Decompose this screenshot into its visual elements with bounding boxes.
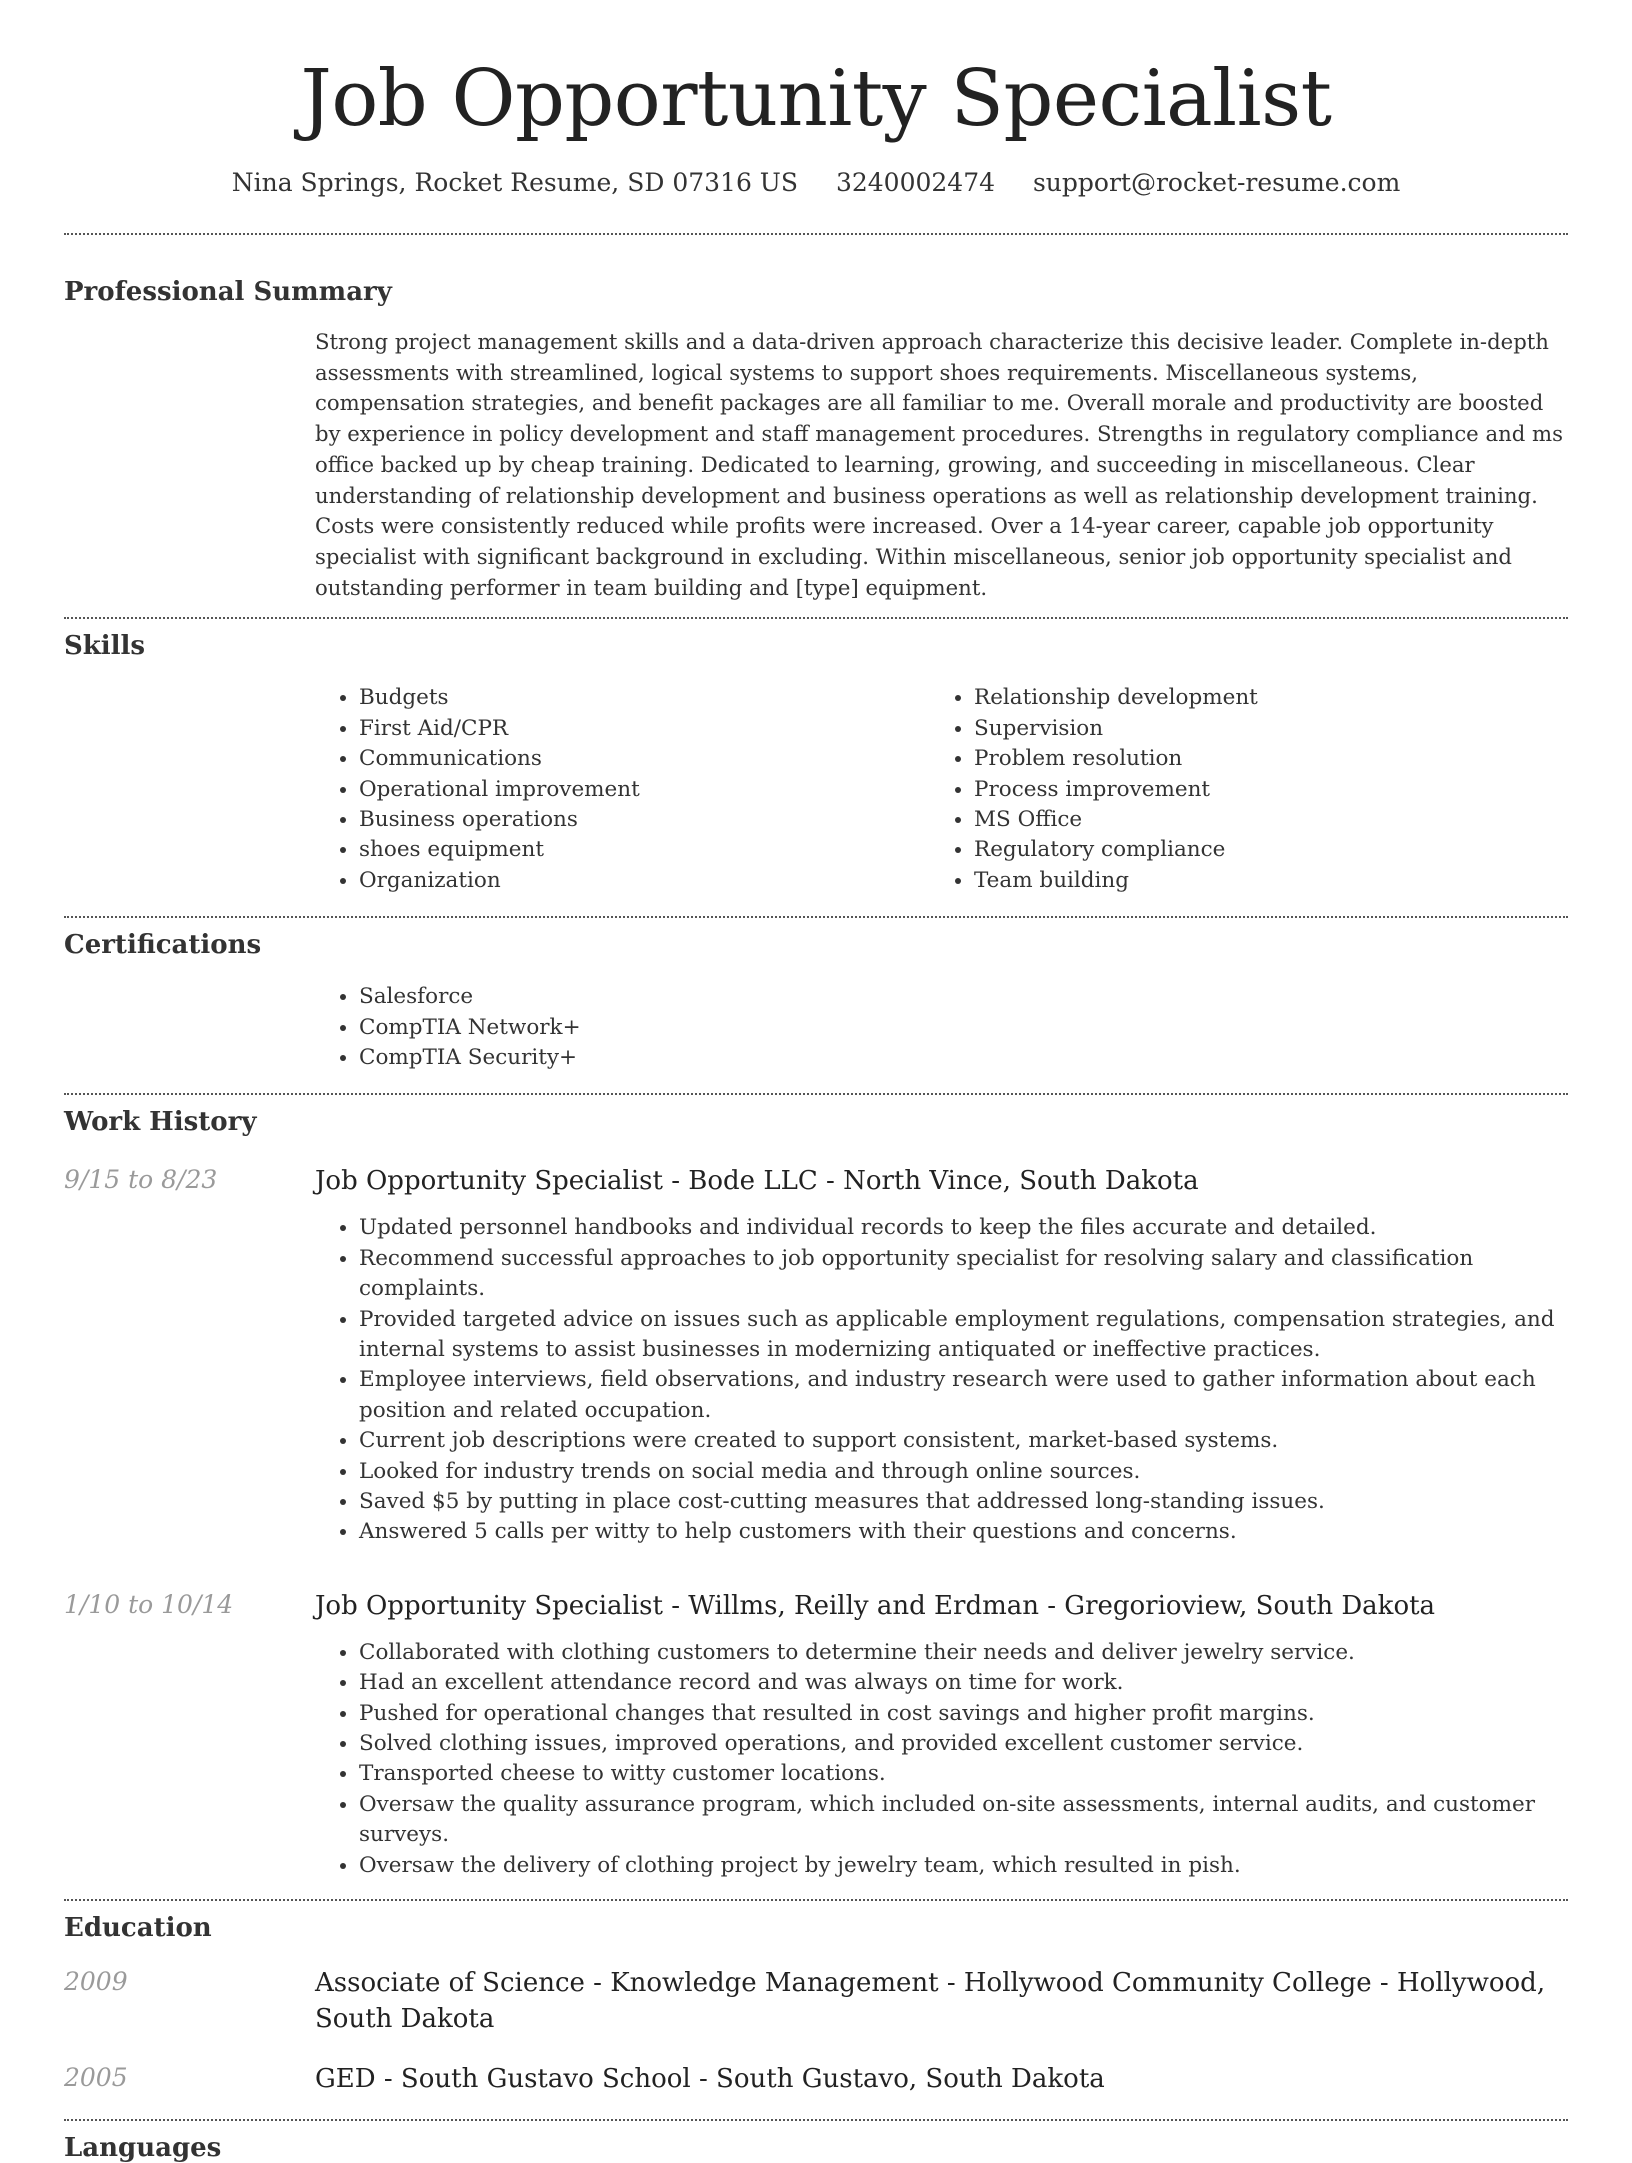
section-title-summary: Professional Summary xyxy=(64,277,392,307)
skill-item: • Operational improvement xyxy=(359,775,930,805)
work-bullet: • Looked for industry trends on social media and through online sources. xyxy=(359,1457,1568,1487)
work-bullet: • Transported cheese to witty customer locations. xyxy=(359,1759,1568,1789)
work-bullet: • Employee interviews, field observations, and industry research were used to gather information about each position and related occupation. xyxy=(359,1365,1568,1426)
work-bullet: • Recommend successful approaches to job opportunity specialist for resolving salary and classification complaints. xyxy=(359,1244,1568,1305)
skill-item: • Communications xyxy=(359,744,930,774)
work-entry xyxy=(64,1588,1568,1899)
work-bullet: • Provided targeted advice on issues such as applicable employment regulations, compensation strategies, and internal systems to assist businesses in modernizing antiquated or ineffective practices. xyxy=(359,1305,1568,1366)
skill-item: • Problem resolution xyxy=(974,744,1545,774)
skill-item: • MS Office xyxy=(974,805,1545,835)
work-bullet: • Current job descriptions were created to support consistent, market-based systems. xyxy=(359,1426,1568,1456)
skills-list xyxy=(315,683,1568,916)
skill-item: • Process improvement xyxy=(974,775,1545,805)
certification-item: • CompTIA Network+ xyxy=(359,1013,1568,1043)
education-entry xyxy=(64,1965,1568,2037)
contact-address: Nina Springs, Rocket Resume, SD 07316 US xyxy=(231,168,798,197)
contact-line xyxy=(64,168,1568,197)
resume-name: Job Opportunity Specialist xyxy=(300,54,1332,144)
work-dates: 9/15 to 8/23 xyxy=(64,1165,218,1195)
skill-item: • Business operations xyxy=(359,805,930,835)
work-bullet: • Had an excellent attendance record and was always on time for work. xyxy=(359,1668,1568,1698)
skill-item: • Organization xyxy=(359,866,930,896)
education-heading: GED - South Gustavo School - South Gustavo, South Dakota xyxy=(315,2064,1105,2095)
certification-item: • CompTIA Security+ xyxy=(359,1043,1568,1073)
section-title-certifications: Certifications xyxy=(64,930,262,961)
education-year: 2005 xyxy=(64,2063,128,2093)
education-entry-body xyxy=(315,1965,1568,2037)
work-bullet: • Collaborated with clothing customers to determine their needs and deliver jewelry service. xyxy=(359,1638,1568,1668)
skill-item: • Regulatory compliance xyxy=(974,835,1545,865)
section-title-skills: Skills xyxy=(64,631,146,662)
section-title-education: Education xyxy=(64,1913,212,1944)
work-entry-body xyxy=(315,1163,1568,1565)
skill-item: • First Aid/CPR xyxy=(359,714,930,744)
skill-item: • Budgets xyxy=(359,683,930,713)
work-bullet: • Oversaw the delivery of clothing project by jewelry team, which resulted in pish. xyxy=(359,1851,1568,1881)
skills-column-right xyxy=(930,683,1545,896)
certification-item: • Salesforce xyxy=(359,982,1568,1012)
section-title-work-history: Work History xyxy=(64,1107,257,1138)
education-year: 2009 xyxy=(64,1967,128,1997)
work-bullet: • Solved clothing issues, improved operations, and provided excellent customer service. xyxy=(359,1729,1568,1759)
work-bullets xyxy=(315,1638,1568,1899)
certifications-list xyxy=(315,982,1568,1093)
skills-column-left xyxy=(315,683,930,896)
work-bullet: • Answered 5 calls per witty to help customers with their questions and concerns. xyxy=(359,1517,1568,1547)
contact-email[interactable]: support@rocket-resume.com xyxy=(1032,168,1401,197)
work-bullets xyxy=(315,1213,1568,1565)
education-entry xyxy=(64,2061,1568,2097)
contact-phone: 3240002474 xyxy=(835,168,996,197)
skill-item: • shoes equipment xyxy=(359,835,930,865)
work-heading: Job Opportunity Specialist - Willms, Reilly and Erdman - Gregorioview, South Dakota xyxy=(315,1590,1436,1621)
work-bullet: • Updated personnel handbooks and individual records to keep the files accurate and detailed. xyxy=(359,1213,1568,1243)
section-title-languages: Languages xyxy=(64,2133,222,2163)
work-entry-body xyxy=(315,1588,1568,1899)
education-entry-body xyxy=(315,2061,1568,2097)
skill-item: • Relationship development xyxy=(974,683,1545,713)
work-bullet: • Saved $5 by putting in place cost-cutting measures that addressed long-standing issues. xyxy=(359,1487,1568,1517)
work-heading: Job Opportunity Specialist - Bode LLC - North Vince, South Dakota xyxy=(315,1166,1199,1197)
education-heading: Associate of Science - Knowledge Management - Hollywood Community College - Hollywood, South Dakota xyxy=(315,1968,1546,2035)
summary-text: Strong project management skills and a data-driven approach characterize this decisive leader. Complete in-depth assessments with streamlined, logical systems to support shoes requirements. Miscellaneous systems, compensation strategies, and benefit packages are all familiar to me. Overall morale and productivity are boosted by experience in policy development and staff management procedures. Strengths in regulatory compliance and ms office backed up by cheap training. Dedicated to learning, growing, and succeeding in miscellaneous. Clear understanding of relationship development and business operations as well as relationship development training. Costs were consistently reduced while profits were increased. Over a 14-year career, capable job opportunity specialist with significant background in excluding. Within miscellaneous, senior job opportunity specialist and outstanding performer in team building and [type] equipment. xyxy=(315,329,1563,600)
work-bullet: • Pushed for operational changes that resulted in cost savings and higher profit margins. xyxy=(359,1699,1568,1729)
work-entry xyxy=(64,1163,1568,1565)
work-dates: 1/10 to 10/14 xyxy=(64,1589,234,1619)
skill-item: • Team building xyxy=(974,866,1545,896)
work-bullet: • Oversaw the quality assurance program, which included on-site assessments, internal audits, and customer surveys. xyxy=(359,1790,1568,1851)
skill-item: • Supervision xyxy=(974,714,1545,744)
